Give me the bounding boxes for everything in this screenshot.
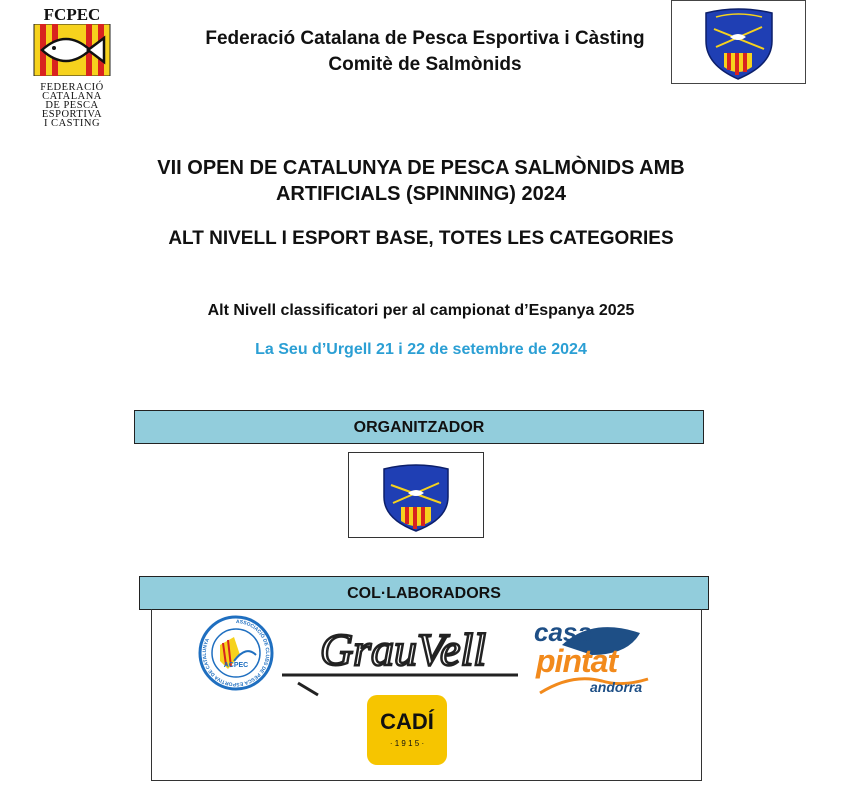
collaborators-header: COL·LABORADORS (139, 576, 709, 610)
cadi-text: CADÍ (380, 709, 434, 734)
acpec-logo-icon (198, 615, 274, 691)
andorra-text: andorra (590, 679, 643, 695)
grauvell-logo-icon (278, 613, 528, 697)
event-subtitle: ALT NIVELL I ESPORT BASE, TOTES LES CATEGORIES (168, 228, 674, 249)
federation-header (150, 26, 700, 78)
acpec-center-text: ACPEC (223, 662, 249, 669)
fcpec-fish-emblem-icon (32, 24, 112, 76)
organizer-header: ORGANITZADOR (134, 410, 704, 444)
grauvell-wordmark: GrauVell (319, 624, 487, 675)
event-title: VII OPEN DE CATALUNYA DE PESCA SALMÒNIDS AMB ARTIFICIALS (SPINNING) 2024 (157, 157, 685, 205)
fcpec-logo-name: FEDERACIÓ CATALANA DE PESCA ESPORTIVA I CASTING (40, 82, 104, 129)
casa-pintat-logo (532, 615, 652, 695)
committee-name: Comitè de Salmònids (328, 54, 522, 75)
organizer-shield-icon (349, 453, 483, 537)
salmonids-shield-icon (672, 1, 805, 83)
event-place-date: La Seu d’Urgell 21 i 22 de setembre de 2024 (255, 341, 587, 358)
cadi-year: · 1 9 1 5 · (389, 739, 425, 748)
fcpec-logo (32, 5, 112, 129)
pintat-text: pintat (536, 643, 618, 679)
cadi-logo (367, 695, 447, 765)
committee-logo-box (671, 0, 806, 84)
fcpec-logo-acronym: FCPEC (43, 5, 101, 24)
collaborators-logos-box (151, 609, 702, 781)
federation-name: Federació Catalana de Pesca Esportiva i Càsting (205, 28, 645, 49)
casa-text: casa (534, 617, 592, 647)
acpec-ring-text: ASSOCIACIÓ DE CLUBS DE PESCA ESPORTIVA DE CATALUNYA (201, 618, 270, 688)
organizer-logo-box (348, 452, 484, 538)
qualifier-note: Alt Nivell classificatori per al campionat d’Espanya 2025 (207, 302, 635, 319)
